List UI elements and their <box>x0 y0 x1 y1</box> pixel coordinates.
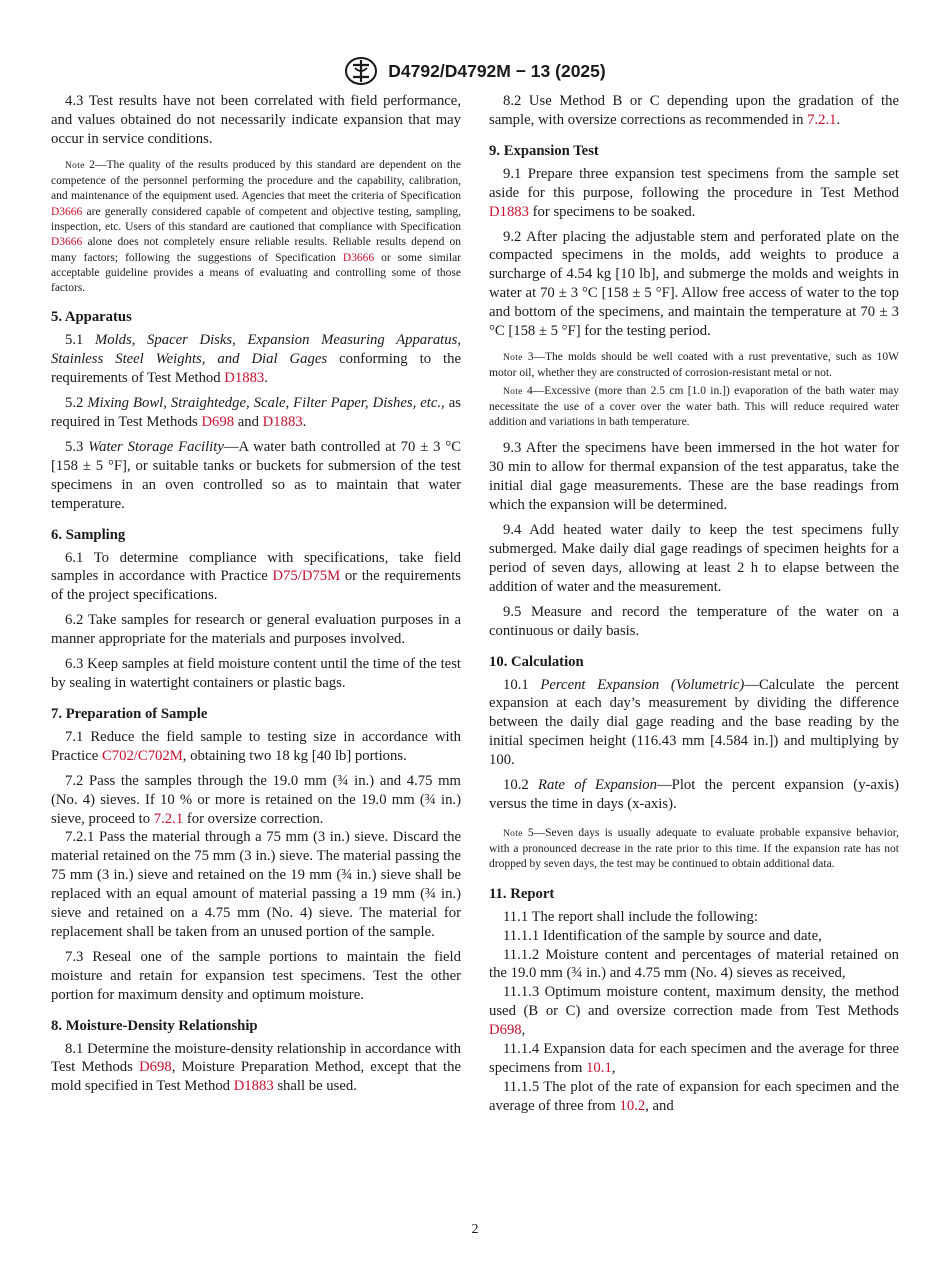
para-text: or the requirements of the project specifications. <box>51 568 461 604</box>
section-heading-apparatus: 5. Apparatus <box>51 309 132 326</box>
paragraph-11-1-3 <box>489 983 899 1040</box>
section-heading-moisture-density: 8. Moisture-Density Relationship <box>51 1017 258 1034</box>
right-column <box>489 92 899 1116</box>
note-2 <box>51 158 461 297</box>
para-number: 10.2 <box>503 777 539 794</box>
note-text: 5—Seven days is usually adequate to evaluate probable expansive behavior, with a pronounced decrease in the rate prior to this time. If the expansion rate has not dropped by seven days, the test may be continued to obtain additional data. <box>489 826 899 871</box>
astm-logo-icon <box>344 56 378 86</box>
left-column <box>51 92 461 1096</box>
link-d1883[interactable]: D1883 <box>262 414 303 431</box>
paragraph-9-4: 9.4 Add heated water daily to keep the test specimens fully submerged. Make daily dial gage readings of specimen heights for a period of seven days, allowing at least 2 h to elapse between the addition of water and the measurement. <box>489 522 899 595</box>
note-4 <box>489 384 899 431</box>
para-text: for specimens to be soaked. <box>528 203 696 220</box>
paragraph-11-1-5 <box>489 1078 899 1116</box>
section-heading-preparation: 7. Preparation of Sample <box>51 705 208 722</box>
para-text: 6.1 To determine compliance with specifications, take field samples in accordance with Practice <box>51 549 461 585</box>
link-d75[interactable]: D75/D75M <box>272 568 341 585</box>
note-label: Note <box>503 386 523 397</box>
note-text: alone does not completely ensure reliable results. Reliable results depend on many factors; following the suggestions of Specification <box>51 236 461 264</box>
paragraph-8-2 <box>489 92 899 130</box>
para-emphasis: Water Storage Facility <box>88 438 224 455</box>
paragraph-6-2: 6.2 Take samples for research or general evaluation purposes in a manner appropriate for the materials and purposes involved. <box>51 612 461 648</box>
note-label: Note <box>503 352 523 363</box>
para-text: and <box>234 414 263 431</box>
para-text: , and <box>645 1097 674 1114</box>
note-3 <box>489 350 899 382</box>
para-emphasis: Percent Expansion (Volumetric) <box>540 676 745 693</box>
para-text: . <box>302 414 307 431</box>
para-text: , obtaining two 18 kg [40 lb] portions. <box>182 747 407 764</box>
para-text: 7.2 Pass the samples through the 19.0 mm (¾ in.) and 4.75 mm (No. 4) sieves. If 10 % or more is retained on the 19.0 mm (¾ in.) sieve, proceed to <box>51 772 461 827</box>
link-d698[interactable]: D698 <box>139 1059 172 1076</box>
section-heading-expansion-test: 9. Expansion Test <box>489 142 599 159</box>
page-header <box>0 56 950 86</box>
note-5 <box>489 826 899 873</box>
paragraph-9-2: 9.2 After placing the adjustable stem and perforated plate on the compacted specimens in the molds, add weights to produce a surcharge of 4.54 kg [10 lb], and submerge the molds and weights in water at 70 ± 3 °C [158 ± 5 °F]. Allow free access of water to the top and bottom of the specimens, and maintain the temperature at 70 ± 3 °C [158 ± 5 °F] for the testing period. <box>489 228 899 340</box>
paragraph-11-1-2: 11.1.2 Moisture content and percentages of material retained on the 19.0 mm (¾ in.) and 4.75 mm (No. 4) sieves as received, <box>489 946 899 982</box>
link-d1883[interactable]: D1883 <box>233 1078 274 1095</box>
paragraph-11-1-4 <box>489 1040 899 1078</box>
paragraph-7-2 <box>51 772 461 829</box>
paragraph-5-3 <box>51 438 461 514</box>
para-text: 9.1 Prepare three expansion test specimens from the sample set aside for this purpose, following the procedure in Test Method <box>489 165 899 201</box>
para-text: as required in Test Methods <box>51 395 461 431</box>
para-text: , <box>521 1022 526 1039</box>
link-10-1[interactable]: 10.1 <box>586 1060 612 1076</box>
paragraph-5-2 <box>51 394 461 432</box>
section-heading-sampling: 6. Sampling <box>51 526 126 543</box>
link-7-2-1[interactable]: 7.2.1 <box>153 810 184 827</box>
note-text: 2—The quality of the results produced by this standard are dependent on the competence of the personnel performing the procedure and the capability, calibration, and maintenance of the equipment used. Agencies that meet the criteria of Specification <box>51 158 461 203</box>
link-d3666[interactable]: D3666 <box>51 236 83 249</box>
link-d1883[interactable]: D1883 <box>489 203 529 220</box>
link-d3666[interactable]: D3666 <box>342 251 375 264</box>
para-text: conforming to the requirements of Test Method <box>51 351 461 387</box>
paragraph-5-1 <box>51 331 461 388</box>
paragraph-10-1 <box>489 676 899 771</box>
para-text: —Plot the percent expansion (y-axis) versus the time in days (x-axis). <box>489 777 899 812</box>
paragraph-11-1-1: 11.1.1 Identification of the sample by source and date, <box>503 927 822 944</box>
section-heading-report: 11. Report <box>489 885 555 902</box>
paragraph-9-5: 9.5 Measure and record the temperature of the water on a continuous or daily basis. <box>489 603 899 639</box>
note-text: or some similar acceptable guideline provides a means of evaluating and controlling some of those factors. <box>51 251 461 295</box>
note-text: 4—Excessive (more than 2.5 cm [1.0 in.]) evaporation of the bath water may necessitate the use of a cover over the water bath. This will reduce required water addition and variations in bath temperature. <box>489 384 899 429</box>
link-d698[interactable]: D698 <box>489 1022 522 1039</box>
paragraph-7-1 <box>51 728 461 766</box>
para-emphasis: Mixing Bowl, Straightedge, Scale, Filter Paper, Dishes, etc., <box>87 395 445 412</box>
paragraph-7-2-1: 7.2.1 Pass the material through a 75 mm (3 in.) sieve. Discard the material retained on the 75 mm (3 in.) sieve. The material passing the 75 mm (3 in.) sieve and retained on the 19 mm (¾ in.) sieve shall be replaced with an equal amount of material passing a 19 mm (¾ in.) sieve and retained on a 4.75 mm (No. 4) sieve. The material for replacement shall be taken from an unused portion of the sample. <box>51 829 461 940</box>
note-text: 3—The molds should be well coated with a rust preventative, such as 10W motor oil, whether they are constructed of corrosion-resistant metal or not. <box>489 350 899 380</box>
paragraph-6-1 <box>51 549 461 606</box>
paragraph-9-1 <box>489 165 899 222</box>
paragraph-8-1 <box>51 1040 461 1097</box>
para-emphasis: Rate of Expansion <box>538 777 657 794</box>
link-d1883[interactable]: D1883 <box>224 370 265 387</box>
para-number: 5.2 <box>65 395 88 412</box>
link-d698[interactable]: D698 <box>201 414 235 431</box>
para-text: for oversize correction. <box>183 810 324 827</box>
para-text: 8.2 Use Method B or C depending upon the gradation of the sample, with oversize corrections as recommended in <box>489 93 899 128</box>
paragraph-7-3: 7.3 Reseal one of the sample portions to maintain the field moisture and retain for expansion test specimens. Test the other portion for maximum density and optimum moisture. <box>51 948 461 1003</box>
para-text: —Calculate the percent expansion at each day’s measurement by dividing the difference between the daily dial gage reading and the base reading by the initial specimen height (116.43 mm [4.584 in.]) and multiplying by 100. <box>489 676 899 769</box>
para-emphasis: Molds, Spacer Disks, Expansion Measuring Apparatus, Stainless Steel Weights, and Dial Gages <box>51 332 461 368</box>
para-text: 7.1 Reduce the field sample to testing size in accordance with Practice <box>51 728 461 764</box>
para-text: 11.1.4 Expansion data for each specimen and the average for three specimens from <box>489 1041 899 1076</box>
link-10-2[interactable]: 10.2 <box>619 1097 646 1114</box>
paragraph-10-2 <box>489 776 899 814</box>
section-heading-calculation: 10. Calculation <box>489 653 584 670</box>
para-text: 11.1.3 Optimum moisture content, maximum density, the method used (B or C) and oversize correction made from Test Methods <box>489 984 899 1020</box>
paragraph-11-1: 11.1 The report shall include the following: <box>503 908 758 925</box>
paragraph-6-3: 6.3 Keep samples at field moisture content until the time of the test by sealing in watertight containers or plastic bags. <box>51 656 461 691</box>
page-number: 2 <box>471 1222 479 1237</box>
paragraph-9-3: 9.3 After the specimens have been immersed in the hot water for 30 min to allow for thermal expansion of the test apparatus, take the initial dial gage measurements. These are the base readings from which the expansion will be determined. <box>489 440 899 514</box>
para-text: , Moisture Preparation Method, except that the mold specified in Test Method <box>51 1059 461 1095</box>
para-number: 10.1 <box>503 676 541 693</box>
link-7-2-1[interactable]: 7.2.1 <box>807 111 837 128</box>
para-text: 8.1 Determine the moisture-density relationship in accordance with Test Methods <box>51 1040 461 1076</box>
link-c702[interactable]: C702/C702M <box>101 747 183 764</box>
note-text: are generally considered capable of competent and objective testing, sampling, inspection, etc. Users of this standard are cautioned that compliance with Specification <box>51 205 461 233</box>
note-label: Note <box>65 160 85 171</box>
link-d3666[interactable]: D3666 <box>51 205 83 218</box>
para-text: 11.1.5 The plot of the rate of expansion for each specimen and the average of three from <box>489 1078 899 1114</box>
para-text: shall be used. <box>273 1078 357 1095</box>
para-text: —A water bath controlled at 70 ± 3 °C [158 ± 5 °F], or suitable tanks or buckets for submersion of the test specimens in an oven controlled so as to maintain that water temperature. <box>51 438 461 512</box>
paragraph-4-3: 4.3 Test results have not been correlated with field performance, and values obtained do not necessarily indicate expansion that may occur in service conditions. <box>51 93 461 147</box>
para-number: 5.3 <box>65 438 89 455</box>
para-text: . <box>264 370 268 387</box>
para-number: 5.1 <box>65 332 96 349</box>
standard-designation: D4792/D4792M − 13 (2025) <box>388 60 606 81</box>
note-label: Note <box>503 828 523 839</box>
para-text: , <box>611 1060 616 1076</box>
para-text: . <box>836 111 841 128</box>
